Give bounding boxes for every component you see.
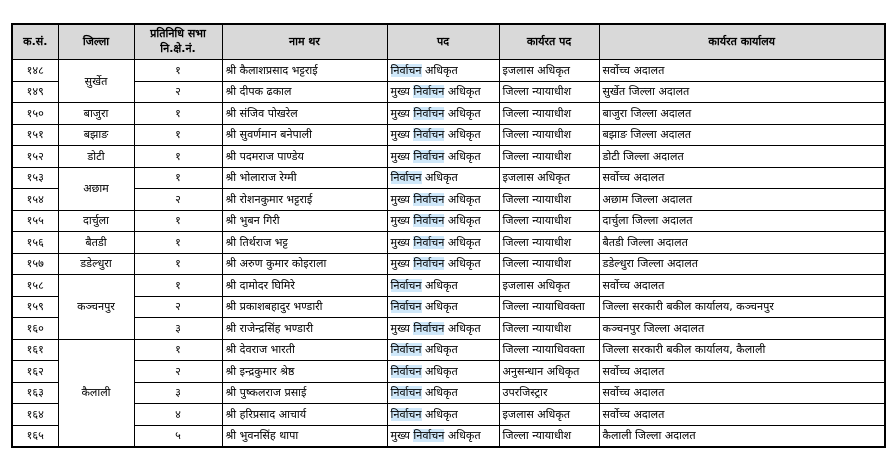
cell-name: श्री दीपक ढकाल [222, 81, 387, 103]
cell-name: श्री प्रकाशबहादुर भण्डारी [222, 296, 387, 318]
cell-constituency: २ [134, 361, 222, 383]
table-row [12, 124, 885, 146]
cell-position: मुख्य निर्वाचन अधिकृत [387, 210, 499, 232]
highlighted-term: निर्वाचन [413, 106, 445, 120]
cell-position: मुख्य निर्वाचन अधिकृत [387, 232, 499, 254]
cell-district: दार्चुला [58, 210, 134, 232]
cell-working-position: जिल्ला न्यायाधीश [499, 103, 599, 125]
cell-constituency: १ [134, 146, 222, 168]
cell-constituency: १ [134, 275, 222, 297]
cell-constituency: १ [134, 103, 222, 125]
cell-working-position: इजलास अधिकृत [499, 60, 599, 82]
highlighted-term: निर्वाचन [413, 128, 445, 142]
highlighted-term: निर्वाचन [390, 343, 422, 357]
cell-name: श्री हरिप्रसाद आचार्य [222, 404, 387, 426]
table-row [12, 167, 885, 189]
highlighted-term: निर्वाचन [390, 171, 422, 185]
highlighted-term: निर्वाचन [390, 63, 422, 77]
highlighted-term: निर्वाचन [390, 386, 422, 400]
cell-working-position: जिल्ला न्यायाधीश [499, 253, 599, 275]
table-row [12, 253, 885, 275]
cell-name: श्री पदमराज पाण्डेय [222, 146, 387, 168]
cell-working-position: जिल्ला न्यायाधीश [499, 146, 599, 168]
table-row [12, 232, 885, 254]
cell-working-office: सर्वोच्च अदालत [599, 404, 885, 426]
officials-table [11, 23, 886, 448]
cell-district: बाजुरा [58, 103, 134, 125]
cell-serial: १६५ [12, 425, 58, 447]
cell-working-position: इजलास अधिकृत [499, 404, 599, 426]
header-serial: क.सं. [12, 24, 58, 60]
table-row [12, 81, 885, 103]
highlighted-term: निर्वाचन [390, 278, 422, 292]
cell-serial: १६४ [12, 404, 58, 426]
highlighted-term: निर्वाचन [390, 300, 422, 314]
cell-district: बझाङ [58, 124, 134, 146]
cell-constituency: १ [134, 339, 222, 361]
cell-working-position: उपरजिस्ट्रार [499, 382, 599, 404]
cell-serial: १५३ [12, 167, 58, 189]
cell-serial: १६० [12, 318, 58, 340]
table-row [12, 425, 885, 447]
cell-constituency: २ [134, 296, 222, 318]
cell-position: मुख्य निर्वाचन अधिकृत [387, 318, 499, 340]
cell-working-office: जिल्ला सरकारी बकील कार्यालय, कैलाली [599, 339, 885, 361]
header-name: नाम थर [222, 24, 387, 60]
cell-working-office: बझाङ जिल्ला अदालत [599, 124, 885, 146]
cell-position: मुख्य निर्वाचन अधिकृत [387, 124, 499, 146]
cell-constituency: ३ [134, 318, 222, 340]
cell-position: मुख्य निर्वाचन अधिकृत [387, 425, 499, 447]
cell-district: सुर्खेत [58, 60, 134, 103]
cell-position: निर्वाचन अधिकृत [387, 60, 499, 82]
cell-working-office: डडेल्धुरा जिल्ला अदालत [599, 253, 885, 275]
cell-serial: १६३ [12, 382, 58, 404]
table-row [12, 210, 885, 232]
cell-working-office: कैलाली जिल्ला अदालत [599, 425, 885, 447]
highlighted-term: निर्वाचन [413, 429, 445, 443]
cell-constituency: १ [134, 167, 222, 189]
highlighted-term: निर्वाचन [413, 192, 445, 206]
cell-name: श्री इन्द्रकुमार श्रेष्ठ [222, 361, 387, 383]
cell-name: श्री संजिव पोखरेल [222, 103, 387, 125]
cell-serial: १५७ [12, 253, 58, 275]
highlighted-term: निर्वाचन [413, 235, 445, 249]
cell-name: श्री दामोदर घिमिरे [222, 275, 387, 297]
table-header [12, 24, 885, 60]
cell-name: श्री कैलाशप्रसाद भट्टराई [222, 60, 387, 82]
cell-serial: १५९ [12, 296, 58, 318]
cell-position: निर्वाचन अधिकृत [387, 382, 499, 404]
table-row [12, 339, 885, 361]
cell-serial: १५६ [12, 232, 58, 254]
cell-working-office: सर्वोच्च अदालत [599, 361, 885, 383]
cell-constituency: २ [134, 81, 222, 103]
cell-working-position: अनुसन्धान अधिकृत [499, 361, 599, 383]
table-row [12, 361, 885, 383]
cell-constituency: १ [134, 210, 222, 232]
cell-working-position: जिल्ला न्यायाधीश [499, 232, 599, 254]
cell-working-office: सर्वोच्च अदालत [599, 382, 885, 404]
cell-constituency: ४ [134, 404, 222, 426]
cell-constituency: १ [134, 60, 222, 82]
cell-name: श्री तिर्थराज भट्ट [222, 232, 387, 254]
header-row [12, 24, 885, 60]
cell-constituency: १ [134, 124, 222, 146]
cell-name: श्री भोलाराज रेग्मी [222, 167, 387, 189]
cell-name: श्री सुवर्णमान बनेपाली [222, 124, 387, 146]
header-district: जिल्ला [58, 24, 134, 60]
cell-serial: १५८ [12, 275, 58, 297]
cell-district: कैलाली [58, 339, 134, 447]
cell-working-office: जिल्ला सरकारी बकील कार्यालय, कञ्चनपुर [599, 296, 885, 318]
cell-district: डोटी [58, 146, 134, 168]
cell-working-office: डोटी जिल्ला अदालत [599, 146, 885, 168]
cell-position: मुख्य निर्वाचन अधिकृत [387, 81, 499, 103]
highlighted-term: निर्वाचन [413, 85, 445, 99]
highlighted-term: निर्वाचन [413, 214, 445, 228]
highlighted-term: निर्वाचन [390, 364, 422, 378]
cell-working-position: जिल्ला न्यायाधीश [499, 189, 599, 211]
cell-working-position: जिल्ला न्यायाधिवक्ता [499, 339, 599, 361]
header-position: पद [387, 24, 499, 60]
cell-constituency: ५ [134, 425, 222, 447]
cell-serial: १५२ [12, 146, 58, 168]
table-row [12, 146, 885, 168]
table-row [12, 60, 885, 82]
cell-position: निर्वाचन अधिकृत [387, 296, 499, 318]
cell-name: श्री राजेन्द्रसिंह भण्डारी [222, 318, 387, 340]
cell-working-office: बाजुरा जिल्ला अदालत [599, 103, 885, 125]
cell-working-office: सर्वोच्च अदालत [599, 167, 885, 189]
cell-working-office: दार्चुला जिल्ला अदालत [599, 210, 885, 232]
cell-constituency: १ [134, 232, 222, 254]
highlighted-term: निर्वाचन [390, 407, 422, 421]
cell-name: श्री भुवनसिंह थापा [222, 425, 387, 447]
cell-working-position: इजलास अधिकृत [499, 275, 599, 297]
cell-serial: १५१ [12, 124, 58, 146]
cell-position: निर्वाचन अधिकृत [387, 339, 499, 361]
cell-name: श्री रोशनकुमार भट्टराई [222, 189, 387, 211]
cell-district: बैतडी [58, 232, 134, 254]
header-working-office: कार्यरत कार्यालय [599, 24, 885, 60]
cell-district: डडेल्धुरा [58, 253, 134, 275]
cell-name: श्री भुबन गिरी [222, 210, 387, 232]
cell-serial: १५४ [12, 189, 58, 211]
cell-name: श्री पुष्कलराज प्रसाई [222, 382, 387, 404]
cell-serial: १५५ [12, 210, 58, 232]
cell-constituency: १ [134, 253, 222, 275]
cell-name: श्री अरुण कुमार कोइराला [222, 253, 387, 275]
cell-position: मुख्य निर्वाचन अधिकृत [387, 146, 499, 168]
highlighted-term: निर्वाचन [413, 257, 445, 271]
cell-working-office: सुर्खेत जिल्ला अदालत [599, 81, 885, 103]
cell-working-position: जिल्ला न्यायाधीश [499, 81, 599, 103]
cell-position: निर्वाचन अधिकृत [387, 361, 499, 383]
cell-district: कञ्चनपुर [58, 275, 134, 340]
table-row [12, 382, 885, 404]
cell-working-position: जिल्ला न्यायाधीश [499, 425, 599, 447]
cell-working-position: जिल्ला न्यायाधीश [499, 318, 599, 340]
cell-serial: १६२ [12, 361, 58, 383]
cell-district: अछाम [58, 167, 134, 210]
highlighted-term: निर्वाचन [413, 149, 445, 163]
table-row [12, 103, 885, 125]
cell-working-position: जिल्ला न्यायाधीश [499, 124, 599, 146]
highlighted-term: निर्वाचन [413, 321, 445, 335]
cell-serial: १६१ [12, 339, 58, 361]
cell-constituency: ३ [134, 382, 222, 404]
cell-serial: १४८ [12, 60, 58, 82]
cell-position: मुख्य निर्वाचन अधिकृत [387, 253, 499, 275]
cell-position: निर्वाचन अधिकृत [387, 275, 499, 297]
cell-position: मुख्य निर्वाचन अधिकृत [387, 103, 499, 125]
cell-working-position: इजलास अधिकृत [499, 167, 599, 189]
table-row [12, 318, 885, 340]
cell-working-office: बैतडी जिल्ला अदालत [599, 232, 885, 254]
cell-working-office: अछाम जिल्ला अदालत [599, 189, 885, 211]
cell-position: निर्वाचन अधिकृत [387, 404, 499, 426]
cell-working-position: जिल्ला न्यायाधीश [499, 210, 599, 232]
cell-working-office: सर्वोच्च अदालत [599, 60, 885, 82]
cell-working-office: कञ्चनपुर जिल्ला अदालत [599, 318, 885, 340]
cell-working-position: जिल्ला न्यायाधिवक्ता [499, 296, 599, 318]
cell-serial: १४९ [12, 81, 58, 103]
table-row [12, 404, 885, 426]
cell-position: मुख्य निर्वाचन अधिकृत [387, 189, 499, 211]
cell-name: श्री देवराज भारती [222, 339, 387, 361]
cell-position: निर्वाचन अधिकृत [387, 167, 499, 189]
table-row [12, 189, 885, 211]
table-row [12, 275, 885, 297]
table-row [12, 296, 885, 318]
cell-serial: १५० [12, 103, 58, 125]
table-body [12, 60, 885, 448]
header-working-position: कार्यरत पद [499, 24, 599, 60]
header-constituency: प्रतिनिधि सभा नि.क्षे.नं. [134, 24, 222, 60]
cell-working-office: सर्वोच्च अदालत [599, 275, 885, 297]
cell-constituency: २ [134, 189, 222, 211]
